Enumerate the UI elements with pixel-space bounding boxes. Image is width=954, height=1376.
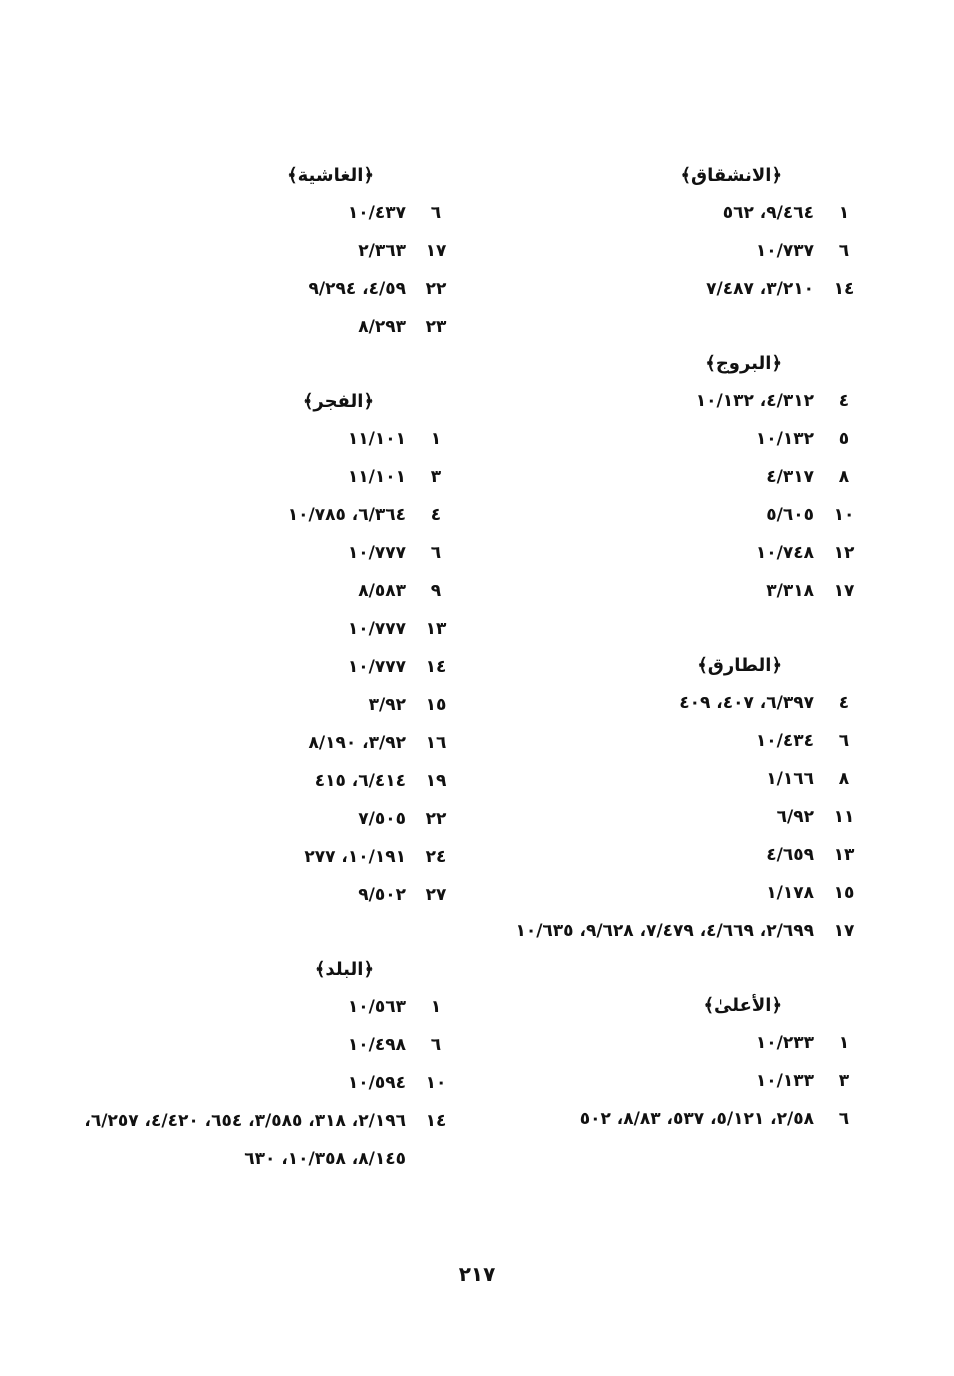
verse-entry — [80, 610, 466, 648]
verse-entry — [80, 534, 466, 572]
volume-page-refs: ١٠/١٩١، ٢٧٧ — [304, 847, 406, 867]
volume-page-refs: ١٠/٤٣٧ — [347, 203, 406, 223]
verse-number: ٤ — [838, 693, 850, 713]
verse-entry — [80, 724, 466, 762]
verse-entry — [80, 648, 466, 686]
volume-page-refs: ١/١٧٨ — [766, 883, 814, 903]
verse-number: ١٩ — [425, 771, 447, 791]
left-column — [80, 158, 466, 1216]
volume-page-refs: ٣/٩٢، ٨/١٩٠ — [308, 733, 406, 753]
volume-page-refs: ٣/٣١٨ — [766, 581, 814, 601]
verse-number: ٢٣ — [425, 317, 447, 337]
verse-number: ١٠ — [425, 1073, 447, 1093]
volume-page-refs: ١٠/٧٣٧ — [755, 241, 814, 261]
verse-entry — [80, 1102, 466, 1178]
volume-page-refs: ١٠/٧٧٧ — [347, 619, 406, 639]
verse-number: ١ — [430, 429, 442, 449]
volume-page-refs: ٨/٢٩٣ — [358, 317, 406, 337]
volume-page-refs: ١/١٦٦ — [766, 769, 814, 789]
volume-page-refs: ٢/٦٩٩، ٤/٦٦٩، ٧/٤٧٩، ٩/٦٢٨، ١٠/٦٣٥ — [515, 921, 814, 941]
volume-page-refs: ١٠/٧٤٨ — [755, 543, 814, 563]
verse-number: ١٤ — [425, 1111, 447, 1131]
volume-page-refs: ٣/٩٢ — [368, 695, 406, 715]
volume-page-refs: ٣/٢١٠، ٧/٤٨٧ — [706, 279, 814, 299]
verse-entry — [494, 458, 874, 496]
verse-entry — [80, 496, 466, 534]
verse-entry — [494, 1062, 874, 1100]
verse-entry — [494, 232, 874, 270]
verse-number: ٢٢ — [425, 279, 447, 299]
volume-page-refs: ٢/٥٨، ٥/١٢١، ٥٣٧، ٨/٨٣، ٥٠٢ — [579, 1109, 814, 1129]
volume-page-refs: ٤/٦٥٩ — [766, 845, 814, 865]
right-column — [494, 158, 874, 1176]
verse-entry — [494, 534, 874, 572]
verse-number: ٦ — [430, 1035, 442, 1055]
verse-number: ١٧ — [425, 241, 447, 261]
volume-page-refs: ١٠/٧٧٧ — [347, 657, 406, 677]
verse-entry — [494, 874, 874, 912]
volume-page-refs: ٢/٣٦٣ — [358, 241, 406, 261]
verse-number: ٢٤ — [425, 847, 447, 867]
verse-number: ١٤ — [425, 657, 447, 677]
volume-page-refs: ١٠/١٣٢ — [755, 429, 814, 449]
verse-entry — [80, 572, 466, 610]
verse-entry — [80, 232, 466, 270]
verse-entry — [494, 1024, 874, 1062]
volume-page-refs: ١٠/٤٩٨ — [347, 1035, 406, 1055]
verse-number: ١١ — [833, 807, 855, 827]
verse-number: ١٢ — [833, 543, 855, 563]
surah-section — [80, 384, 466, 914]
verse-number: ٣ — [430, 467, 442, 487]
verse-entry — [494, 684, 874, 722]
volume-page-refs: ٤/٣١٧ — [766, 467, 814, 487]
verse-number: ٨ — [838, 467, 850, 487]
verse-number: ١٦ — [425, 733, 447, 753]
verse-number: ١٠ — [833, 505, 855, 525]
verse-number: ٢٧ — [425, 885, 447, 905]
verse-number: ١٣ — [425, 619, 447, 639]
verse-number: ١٧ — [833, 921, 855, 941]
verse-entry — [494, 420, 874, 458]
verse-number: ١ — [838, 203, 850, 223]
volume-page-refs: ١٠/٥٦٣ — [347, 997, 406, 1017]
verse-entry — [494, 798, 874, 836]
verse-entry — [80, 800, 466, 838]
volume-page-refs: ٦/٣٩٧، ٤٠٧، ٤٠٩ — [679, 693, 814, 713]
volume-page-refs: ٤/٥٩، ٩/٢٩٤ — [308, 279, 406, 299]
surah-section — [494, 158, 874, 308]
verse-number: ٦ — [838, 731, 850, 751]
volume-page-refs: ١١/١٠١ — [347, 467, 406, 487]
volume-page-refs: ٩/٥٠٢ — [358, 885, 406, 905]
volume-page-refs: ٩/٤٦٤، ٥٦٢ — [722, 203, 814, 223]
verse-number: ١٣ — [833, 845, 855, 865]
surah-title: ﴿البروج﴾ — [705, 353, 782, 374]
volume-page-refs: ١٠/٧٧٧ — [347, 543, 406, 563]
verse-entry — [80, 270, 466, 308]
surah-title: ﴿الفجر﴾ — [302, 391, 374, 412]
verse-entry — [494, 572, 874, 610]
volume-page-refs: ٢/١٩٦، ٣١٨، ٣/٥٨٥، ٦٥٤، ٤/٤٢٠، ٦/٢٥٧، ٨/١٤٥، ١٠/٣٥٨، ٦٣٠ — [84, 1111, 406, 1169]
volume-page-refs: ٦/٣٦٤، ١٠/٧٨٥ — [287, 505, 406, 525]
verse-entry — [494, 912, 874, 950]
verse-entry — [80, 988, 466, 1026]
surah-title: ﴿الانشقاق﴾ — [680, 165, 782, 186]
verse-number: ١ — [838, 1033, 850, 1053]
verse-entry — [494, 760, 874, 798]
volume-page-refs: ١٠/٤٣٤ — [755, 731, 814, 751]
verse-number: ٤ — [430, 505, 442, 525]
volume-page-refs: ٦/٤١٤، ٤١٥ — [314, 771, 406, 791]
surah-section — [494, 346, 874, 610]
verse-entry — [80, 838, 466, 876]
verse-entry — [80, 1026, 466, 1064]
verse-entry — [80, 762, 466, 800]
verse-entry — [494, 270, 874, 308]
verse-number: ٦ — [838, 1109, 850, 1129]
volume-page-refs: ٧/٥٠٥ — [358, 809, 406, 829]
verse-number: ٥ — [838, 429, 850, 449]
volume-page-refs: ١٠/١٣٣ — [755, 1071, 814, 1091]
verse-number: ١٤ — [833, 279, 855, 299]
verse-number: ٣ — [838, 1071, 850, 1091]
verse-entry — [80, 308, 466, 346]
verse-number: ٦ — [838, 241, 850, 261]
surah-section — [494, 988, 874, 1138]
surah-title: ﴿البلد﴾ — [314, 959, 374, 980]
verse-number: ٩ — [430, 581, 442, 601]
verse-number: ٦ — [430, 203, 442, 223]
volume-page-refs: ١١/١٠١ — [347, 429, 406, 449]
surah-section — [494, 648, 874, 950]
volume-page-refs: ١٠/٢٣٣ — [755, 1033, 814, 1053]
volume-page-refs: ١٠/٥٩٤ — [347, 1073, 406, 1093]
volume-page-refs: ٦/٩٢ — [776, 807, 814, 827]
verse-entry — [80, 458, 466, 496]
surah-title: ﴿الأعلىٰ﴾ — [703, 995, 782, 1016]
volume-page-refs: ٥/٦٠٥ — [766, 505, 814, 525]
verse-number: ١ — [430, 997, 442, 1017]
volume-page-refs: ٨/٥٨٣ — [358, 581, 406, 601]
verse-entry — [80, 194, 466, 232]
surah-title: ﴿الغاشية﴾ — [287, 165, 374, 186]
verse-number: ٨ — [838, 769, 850, 789]
verse-entry — [80, 686, 466, 724]
verse-number: ٢٢ — [425, 809, 447, 829]
verse-number: ١٧ — [833, 581, 855, 601]
surah-title: ﴿الطارق﴾ — [697, 655, 782, 676]
volume-page-refs: ٤/٣١٢، ١٠/١٣٢ — [695, 391, 814, 411]
verse-number: ٦ — [430, 543, 442, 563]
verse-entry — [80, 420, 466, 458]
surah-section — [80, 952, 466, 1178]
surah-section — [80, 158, 466, 346]
verse-entry — [494, 836, 874, 874]
verse-entry — [494, 496, 874, 534]
verse-entry — [494, 722, 874, 760]
verse-entry — [494, 382, 874, 420]
verse-entry — [80, 1064, 466, 1102]
verse-number: ١٥ — [833, 883, 855, 903]
verse-number: ٤ — [838, 391, 850, 411]
verse-entry — [494, 194, 874, 232]
verse-entry — [80, 876, 466, 914]
page-number: ٢١٧ — [458, 1262, 496, 1286]
verse-number: ١٥ — [425, 695, 447, 715]
verse-entry — [494, 1100, 874, 1138]
